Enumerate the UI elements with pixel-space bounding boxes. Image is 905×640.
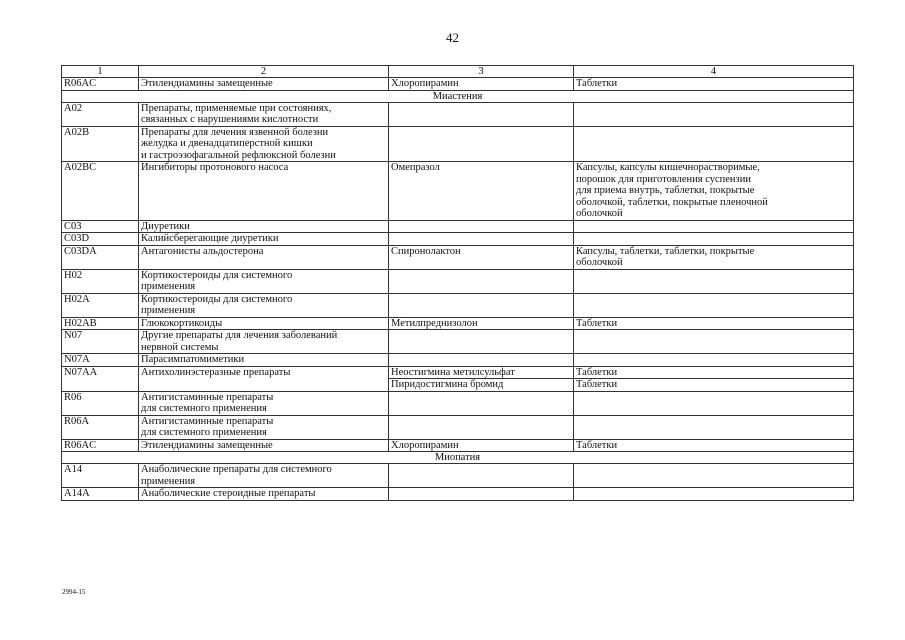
drug-name-cell: Хлоропирамин [389, 439, 574, 452]
atc-code-cell: H02AB [62, 317, 139, 330]
atc-code-cell: A02B [62, 126, 139, 162]
dosage-form-cell: Таблетки [574, 379, 854, 392]
dosage-form-cell: Таблетки [574, 366, 854, 379]
table-row [62, 293, 854, 317]
group-name-cell: Анаболические стероидные препараты [139, 488, 389, 501]
table-row [62, 245, 854, 269]
atc-code-cell: C03DA [62, 245, 139, 269]
dosage-form-cell [574, 102, 854, 126]
section-row [62, 452, 854, 464]
atc-code-cell: H02A [62, 293, 139, 317]
table-row [62, 269, 854, 293]
table-row [62, 464, 854, 488]
table-row [62, 439, 854, 452]
atc-code-cell: C03 [62, 220, 139, 233]
atc-code-cell: R06 [62, 391, 139, 415]
table-header-row [62, 66, 854, 78]
atc-code-cell: R06AC [62, 78, 139, 91]
group-name-cell: Антигистаминные препараты для системного применения [139, 415, 389, 439]
drug-name-cell: Неостигмина метилсульфат [389, 366, 574, 379]
dosage-form-cell [574, 415, 854, 439]
table-row [62, 78, 854, 91]
group-name-cell: Этилендиамины замещенные [139, 78, 389, 91]
dosage-form-cell [574, 220, 854, 233]
table-row [62, 162, 854, 221]
table-row [62, 366, 854, 379]
group-name-cell: Кортикостероиды для системного применения [139, 293, 389, 317]
section-title: Миастения [62, 90, 854, 102]
header-cell-1: 1 [62, 66, 139, 78]
drug-name-cell [389, 220, 574, 233]
atc-code-cell: N07A [62, 354, 139, 367]
group-name-cell: Этилендиамины замещенные [139, 439, 389, 452]
group-name-cell: Ингибиторы протонового насоса [139, 162, 389, 221]
drug-name-cell: Спиронолактон [389, 245, 574, 269]
group-name-cell: Другие препараты для лечения заболеваний нервной системы [139, 330, 389, 354]
group-name-cell: Парасимпатомиметики [139, 354, 389, 367]
header-cell-3: 3 [389, 66, 574, 78]
table-row [62, 415, 854, 439]
atc-code-cell: R06AC [62, 439, 139, 452]
document-code: 2994-15 [62, 588, 86, 596]
dosage-form-cell: Таблетки [574, 317, 854, 330]
group-name-cell: Глюкокортикоиды [139, 317, 389, 330]
group-name-cell: Антагонисты альдостерона [139, 245, 389, 269]
dosage-form-cell [574, 354, 854, 367]
drug-name-cell: Пиридостигмина бромид [389, 379, 574, 392]
table-row [62, 330, 854, 354]
table-row [62, 391, 854, 415]
table-row [62, 233, 854, 246]
group-name-cell: Диуретики [139, 220, 389, 233]
dosage-form-cell [574, 488, 854, 501]
drug-name-cell [389, 233, 574, 246]
atc-code-cell: R06A [62, 415, 139, 439]
drug-table [61, 65, 854, 501]
dosage-form-cell [574, 269, 854, 293]
dosage-form-cell [574, 391, 854, 415]
atc-code-cell: A14 [62, 464, 139, 488]
drug-name-cell [389, 102, 574, 126]
header-cell-2: 2 [139, 66, 389, 78]
dosage-form-cell [574, 233, 854, 246]
atc-code-cell: N07 [62, 330, 139, 354]
table-row [62, 102, 854, 126]
dosage-form-cell: Капсулы, капсулы кишечнорастворимые, порошок для приготовления суспензии для приема внутрь, таблетки, покрытые оболочкой, таблетки, покрытые пленочной оболочкой [574, 162, 854, 221]
drug-name-cell [389, 293, 574, 317]
atc-code-cell: N07AA [62, 366, 139, 391]
group-name-cell: Калийсберегающие диуретики [139, 233, 389, 246]
group-name-cell: Антихолинэстеразные препараты [139, 366, 389, 391]
atc-code-cell: A02 [62, 102, 139, 126]
dosage-form-cell: Таблетки [574, 78, 854, 91]
table-row [62, 488, 854, 501]
drug-name-cell [389, 415, 574, 439]
atc-code-cell: C03D [62, 233, 139, 246]
table-row [62, 220, 854, 233]
section-title: Миопатия [62, 452, 854, 464]
drug-name-cell [389, 464, 574, 488]
page-number: 42 [446, 30, 459, 45]
drug-name-cell [389, 269, 574, 293]
group-name-cell: Препараты, применяемые при состояниях, связанных с нарушениями кислотности [139, 102, 389, 126]
atc-code-cell: H02 [62, 269, 139, 293]
table-row [62, 126, 854, 162]
drug-name-cell: Метилпреднизолон [389, 317, 574, 330]
drug-name-cell [389, 488, 574, 501]
dosage-form-cell [574, 464, 854, 488]
drug-name-cell: Омепразол [389, 162, 574, 221]
dosage-form-cell [574, 126, 854, 162]
drug-name-cell [389, 126, 574, 162]
dosage-form-cell: Капсулы, таблетки, таблетки, покрытые оболочкой [574, 245, 854, 269]
drug-name-cell [389, 330, 574, 354]
group-name-cell: Антигистаминные препараты для системного применения [139, 391, 389, 415]
atc-code-cell: A14A [62, 488, 139, 501]
atc-code-cell: A02BC [62, 162, 139, 221]
group-name-cell: Препараты для лечения язвенной болезни желудка и двенадцатиперстной кишки и гастроэзофагальной рефлюксной болезни [139, 126, 389, 162]
group-name-cell: Кортикостероиды для системного применения [139, 269, 389, 293]
dosage-form-cell: Таблетки [574, 439, 854, 452]
table-row [62, 317, 854, 330]
table-row [62, 354, 854, 367]
group-name-cell: Анаболические препараты для системного применения [139, 464, 389, 488]
drug-name-cell [389, 391, 574, 415]
header-cell-4: 4 [574, 66, 854, 78]
dosage-form-cell [574, 330, 854, 354]
dosage-form-cell [574, 293, 854, 317]
drug-name-cell: Хлоропирамин [389, 78, 574, 91]
drug-name-cell [389, 354, 574, 367]
section-row [62, 90, 854, 102]
